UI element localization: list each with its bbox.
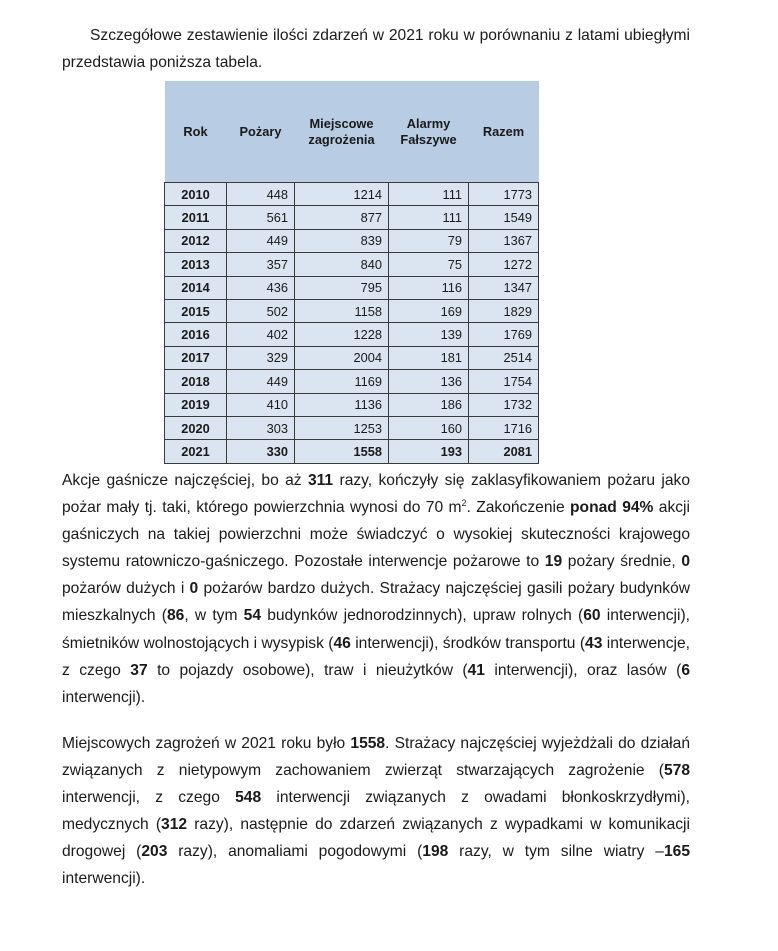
table-cell: 2013: [165, 253, 227, 276]
paragraph-local-threats: [62, 730, 690, 893]
table-cell: 2081: [469, 440, 539, 463]
bold-value: 19: [544, 553, 563, 571]
table-cell: 1716: [469, 416, 539, 439]
table-cell: 2021: [165, 440, 227, 463]
table-body: [165, 183, 539, 464]
text-run: interwencji), oraz lasów (: [484, 661, 682, 679]
table-header-row: [165, 81, 539, 183]
table-cell: 2018: [165, 370, 227, 393]
text-run: interwencje, z czego: [62, 634, 690, 679]
text-run: interwencji).: [62, 688, 146, 706]
text-run: Akcje gaśnicze najczęściej, bo aż: [62, 472, 308, 489]
table-cell: 2012: [165, 229, 227, 252]
intro-text: Szczegółowe zestawienie ilości zdarzeń w 2021 roku w porównaniu z latami ubiegłymi przedstawia poniższa tabela.: [62, 27, 690, 71]
table-row: [165, 206, 539, 229]
table-row: [165, 276, 539, 299]
table-cell: 2514: [469, 346, 539, 369]
table-cell: 329: [227, 346, 295, 369]
table-cell: 169: [389, 299, 469, 322]
bold-value: 46: [333, 634, 351, 652]
table-cell: 1253: [295, 416, 389, 439]
table-row: [165, 416, 539, 439]
text-run: pożarów dużych i: [62, 580, 190, 598]
bold-value: 43: [585, 634, 603, 652]
table-cell: 840: [295, 253, 389, 276]
table-cell: 2014: [165, 276, 227, 299]
bold-value: 54: [243, 607, 262, 625]
text-run: pożarów bardzo dużych. Strażacy najczęściej gasili pożary budynków mieszkalnych (: [62, 580, 691, 625]
text-run: interwencji).: [62, 870, 146, 888]
table-cell: 1158: [295, 299, 389, 322]
table-cell: 330: [227, 440, 295, 463]
intro-paragraph: [62, 22, 690, 76]
table-cell: 448: [227, 183, 295, 206]
table-cell: 357: [227, 253, 295, 276]
bold-value: 548: [235, 789, 262, 807]
table-cell: 2010: [165, 183, 227, 206]
table-cell: 1549: [469, 206, 539, 229]
table-cell: 75: [389, 253, 469, 276]
table-cell: 449: [227, 229, 295, 252]
header-fires: Pożary: [227, 81, 295, 183]
table-cell: 160: [389, 416, 469, 439]
table-cell: 795: [295, 276, 389, 299]
text-run: razy), anomaliami pogodowymi (: [167, 843, 423, 861]
bold-value: 6: [681, 661, 690, 679]
bold-value: 312: [161, 816, 188, 834]
text-run: interwencji), śmietników wolnostojących i wysypisk (: [62, 607, 690, 652]
table-row: [165, 229, 539, 252]
bold-value: 165: [663, 843, 690, 861]
text-run: razy, kończyły się zaklasyfikowaniem pożaru jako pożar mały tj. taki, którego powierzchnia wynosi do 70 m: [62, 472, 690, 517]
table-row: [165, 299, 539, 322]
table-row: [165, 440, 539, 463]
superscript: 2: [461, 497, 467, 508]
table-cell: 186: [389, 393, 469, 416]
table-cell: 116: [389, 276, 469, 299]
table-cell: 1732: [469, 393, 539, 416]
bold-value: 86: [166, 607, 185, 625]
table-cell: 502: [227, 299, 295, 322]
table-cell: 111: [389, 183, 469, 206]
bold-value: 37: [130, 661, 148, 679]
table-cell: 2017: [165, 346, 227, 369]
bold-value: 203: [141, 843, 168, 861]
bold-value: 1558: [350, 735, 386, 752]
table-cell: 139: [389, 323, 469, 346]
text-run: budynków jednorodzinnych), upraw rolnych (: [261, 607, 584, 625]
table-cell: 1228: [295, 323, 389, 346]
table-cell: 1773: [469, 183, 539, 206]
table-cell: 449: [227, 370, 295, 393]
text-run: interwencji), środków transportu (: [350, 634, 586, 652]
table-cell: 1347: [469, 276, 539, 299]
table-cell: 303: [227, 416, 295, 439]
table-cell: 181: [389, 346, 469, 369]
table-cell: 1558: [295, 440, 389, 463]
text-run: , w tym: [184, 607, 244, 625]
header-false-alarms: Alarmy Fałszywe: [389, 81, 469, 183]
table-cell: 410: [227, 393, 295, 416]
text-run: interwencji związanych z owadami błonkoskrzydłymi), medycznych (: [62, 789, 691, 834]
table-row: [165, 253, 539, 276]
table-cell: 2011: [165, 206, 227, 229]
header-total: Razem: [469, 81, 539, 183]
text-run: razy, w tym silne wiatry –: [448, 843, 664, 861]
bold-value: 60: [583, 607, 601, 625]
table-row: [165, 323, 539, 346]
table-cell: 1769: [469, 323, 539, 346]
table-row: [165, 393, 539, 416]
bold-value: 578: [663, 762, 690, 780]
text-run: akcji gaśniczych na takiej powierzchni może świadczyć o wysokiej skuteczności krajowego systemu ratowniczo-gaśniczego. Pozostałe interwencje pożarowe to: [62, 499, 690, 571]
table-cell: 839: [295, 229, 389, 252]
bold-value: 311: [307, 472, 334, 489]
table-cell: 2015: [165, 299, 227, 322]
bold-value: 0: [681, 553, 691, 571]
table-cell: 1169: [295, 370, 389, 393]
text-run: interwencji, z czego: [62, 789, 236, 807]
text-run: to pojazdy osobowe), traw i nieużytków (: [147, 661, 468, 679]
header-local-threats: Miejscowe zagrożenia: [295, 81, 389, 183]
table-cell: 193: [389, 440, 469, 463]
bold-value: 198: [422, 843, 449, 861]
table-row: [165, 370, 539, 393]
bold-value: ponad 94%: [570, 499, 654, 517]
text-run: . Strażacy najczęściej wyjeżdżali do działań związanych z nietypowym zachowaniem zwierząt stwarzających zagrożenie (: [62, 735, 690, 780]
text-run: razy), następnie do zdarzeń związanych z wypadkami w komunikacji drogowej (: [62, 816, 690, 861]
paragraph-fires: [62, 467, 690, 711]
header-year: Rok: [165, 81, 227, 183]
table-cell: 136: [389, 370, 469, 393]
table-cell: 402: [227, 323, 295, 346]
table-cell: 561: [227, 206, 295, 229]
table-cell: 2020: [165, 416, 227, 439]
table-cell: 1214: [295, 183, 389, 206]
table-cell: 877: [295, 206, 389, 229]
table-cell: 1272: [469, 253, 539, 276]
table-cell: 2019: [165, 393, 227, 416]
table-cell: 111: [389, 206, 469, 229]
table-row: [165, 346, 539, 369]
table-cell: 436: [227, 276, 295, 299]
table-cell: 2016: [165, 323, 227, 346]
table-cell: 1367: [469, 229, 539, 252]
table-cell: 1754: [469, 370, 539, 393]
text-run: Miejscowych zagrożeń w 2021 roku było: [62, 735, 351, 752]
bold-value: 41: [467, 661, 485, 679]
table-cell: 2004: [295, 346, 389, 369]
text-run: . Zakończenie: [466, 499, 571, 517]
table-cell: 79: [389, 229, 469, 252]
table-row: [165, 183, 539, 206]
table-cell: 1136: [295, 393, 389, 416]
table-cell: 1829: [469, 299, 539, 322]
incidents-table: [164, 81, 539, 464]
text-run: pożary średnie,: [562, 553, 682, 571]
bold-value: 0: [189, 580, 199, 598]
